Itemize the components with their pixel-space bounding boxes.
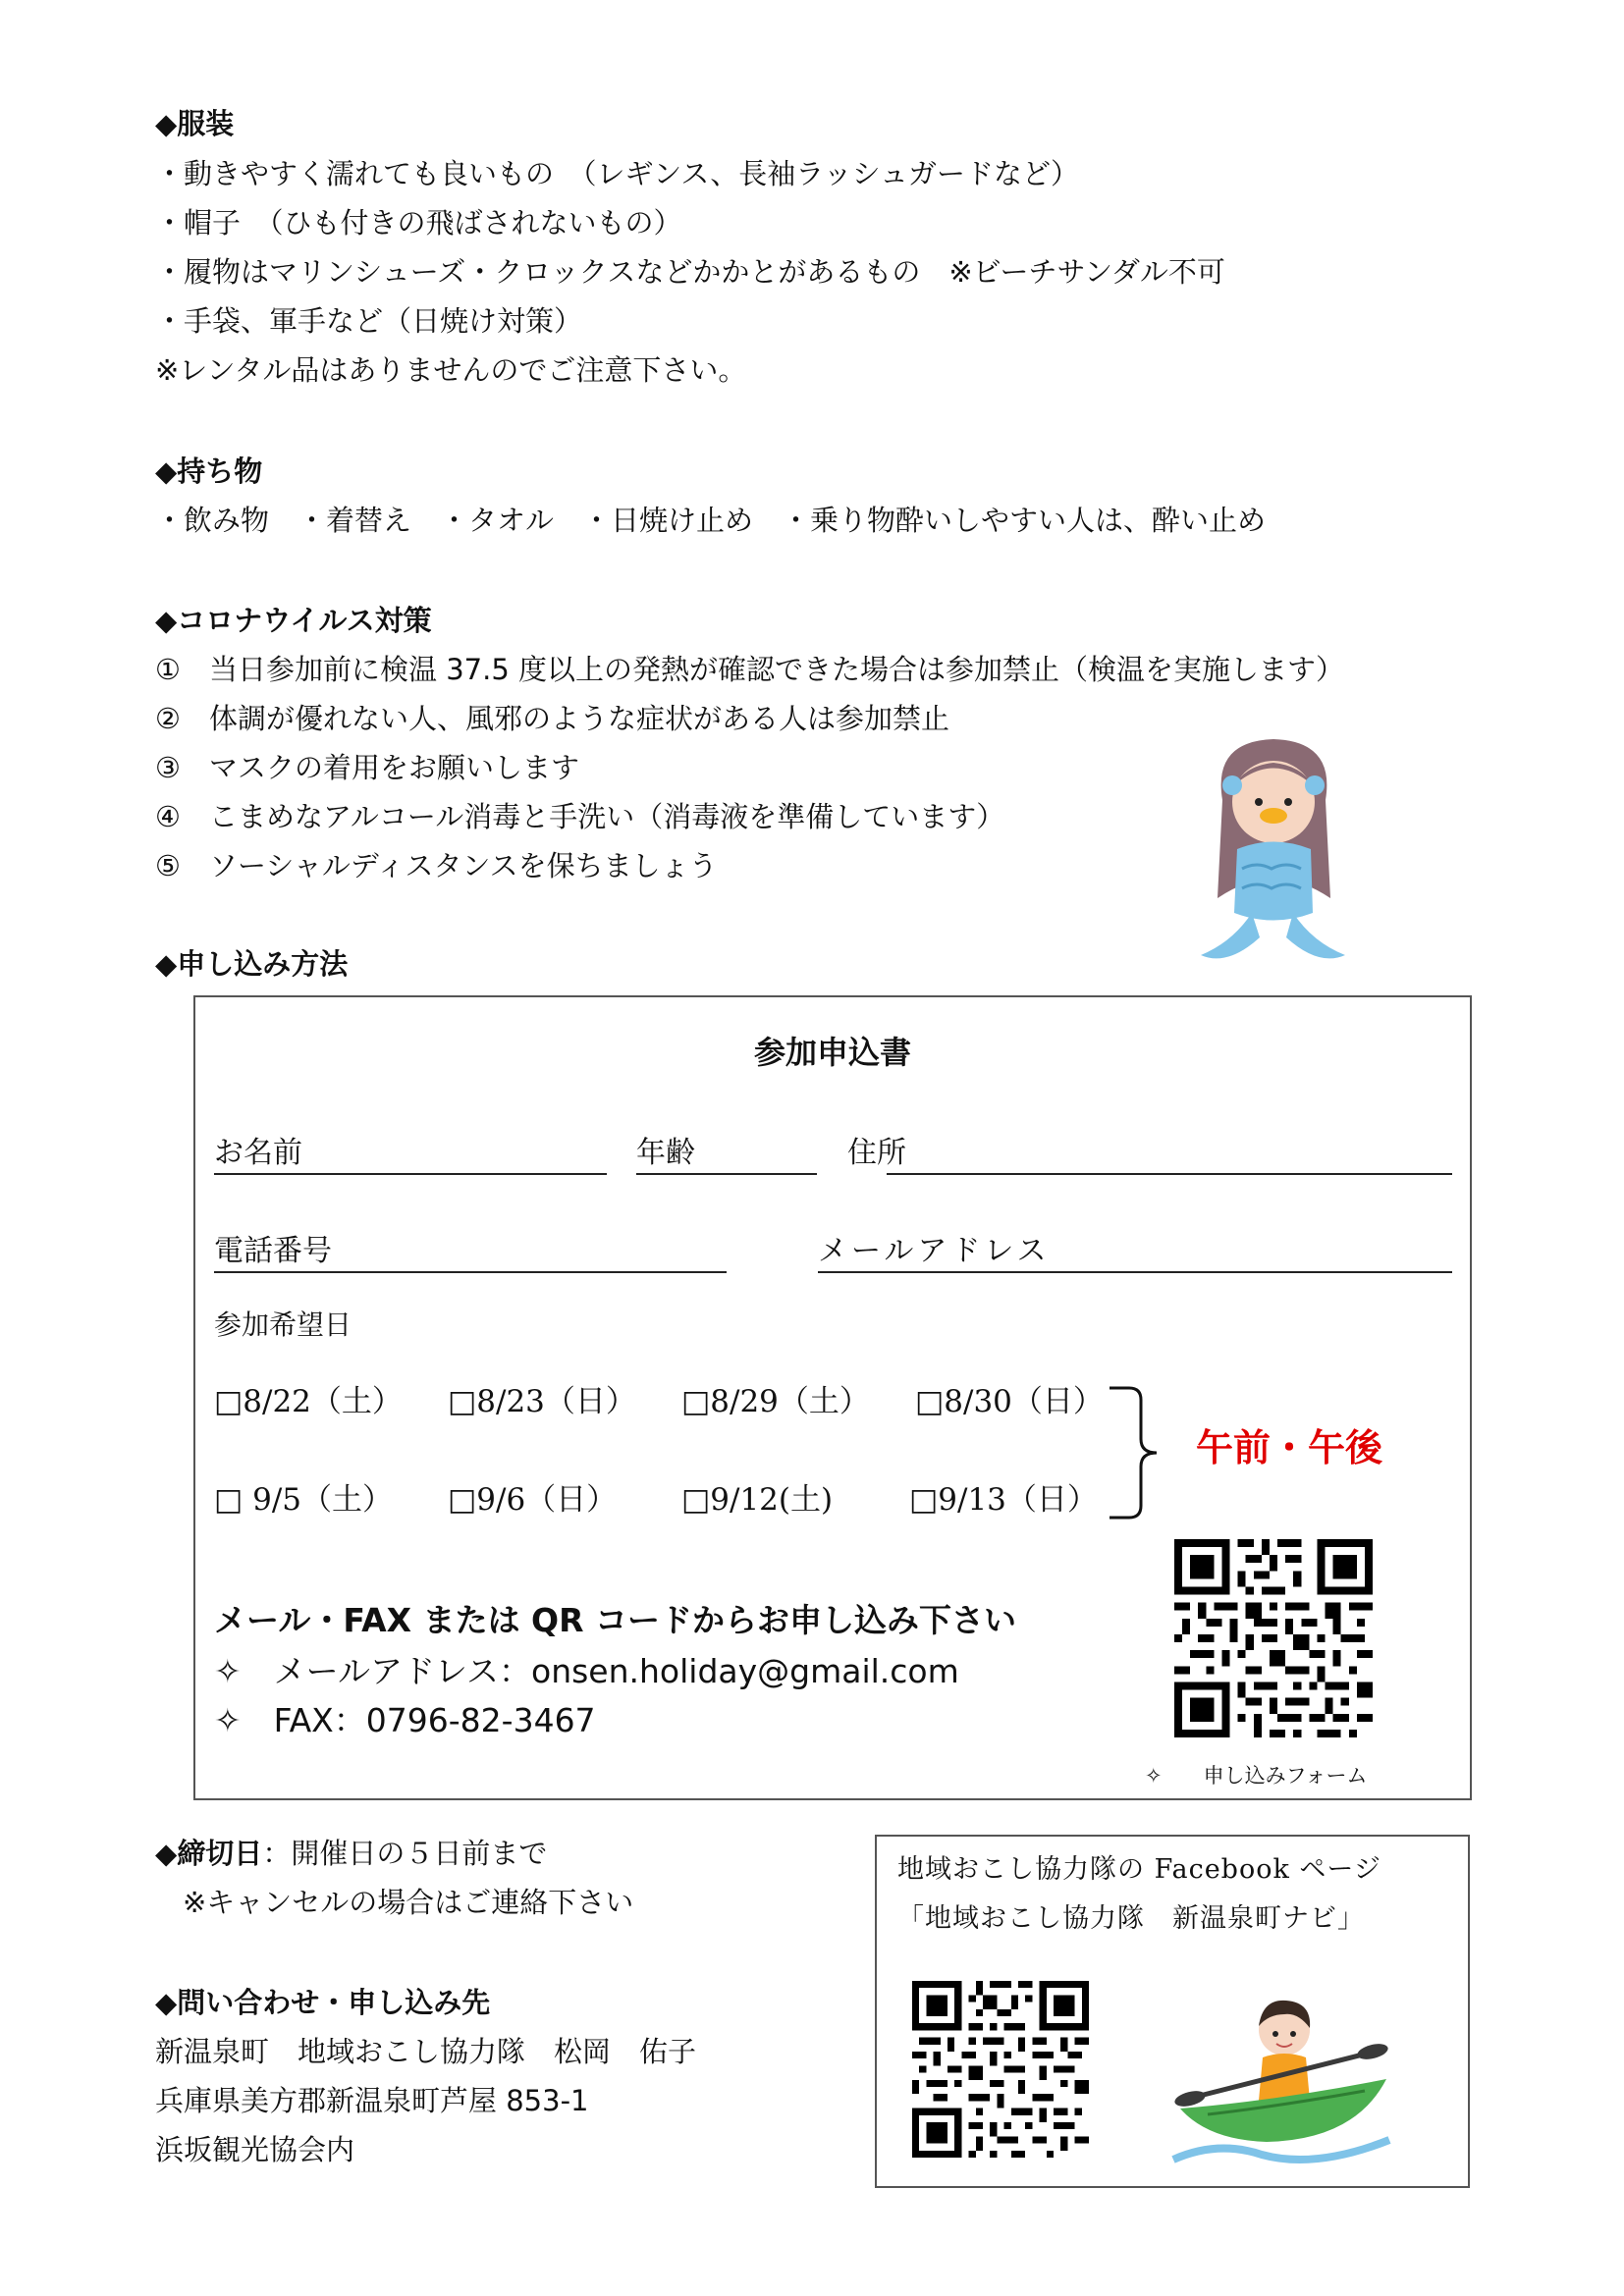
contact-email[interactable]: ✧ メールアドレス：onsen.holiday@gmail.com bbox=[214, 1652, 959, 1690]
corona-heading: ◆コロナウイルス対策 bbox=[155, 604, 432, 637]
brace-icon bbox=[1108, 1384, 1176, 1522]
corona-item: ① 当日参加前に検温 37.5 度以上の発熱が確認できた場合は参加禁止（検温を実施します） bbox=[155, 653, 1345, 686]
application-qr-code[interactable] bbox=[1174, 1539, 1373, 1737]
belongings-heading: ◆持ち物 bbox=[155, 454, 263, 488]
address-field[interactable] bbox=[887, 1173, 1452, 1175]
age-field[interactable]: 年齢 bbox=[636, 1134, 817, 1175]
date-option[interactable]: □9/12(土) bbox=[681, 1482, 834, 1518]
facebook-line1: 地域おこし協力隊の Facebook ページ bbox=[897, 1854, 1381, 1885]
corona-item: ③ マスクの着用をお願いします bbox=[155, 751, 579, 784]
address-label: 住所 bbox=[847, 1136, 906, 1170]
clothing-note: ※レンタル品はありませんのでご注意下さい。 bbox=[155, 353, 747, 387]
kayak-illustration bbox=[1168, 1993, 1394, 2169]
contact-line: 浜坂観光協会内 bbox=[155, 2133, 355, 2166]
belongings-list: ・飲み物 ・着替え ・タオル ・日焼け止め ・乗り物酔いしやすい人は、酔い止め bbox=[155, 504, 1267, 537]
date-option[interactable]: □8/29（土） bbox=[681, 1384, 870, 1419]
clothing-item: ・履物はマリンシューズ・クロックスなどかかとがあるもの ※ビーチサンダル不可 bbox=[155, 255, 1225, 289]
facebook-line2: 「地域おこし協力隊 新温泉町ナビ」 bbox=[897, 1903, 1365, 1934]
deadline-heading: ◆締切日 bbox=[155, 1837, 263, 1870]
clothing-item: ・手袋、軍手など（日焼け対策） bbox=[155, 304, 583, 338]
name-field[interactable]: お名前 bbox=[214, 1134, 607, 1175]
date-label: 参加希望日 bbox=[214, 1308, 352, 1341]
session-label: 午前・午後 bbox=[1196, 1425, 1383, 1469]
date-option[interactable]: □ 9/5（土） bbox=[214, 1482, 394, 1518]
application-instruction: メール・FAX または QR コードからお申し込み下さい bbox=[214, 1601, 1017, 1639]
contact-fax: ✧ FAX：0796-82-3467 bbox=[214, 1701, 596, 1739]
qr-caption: ✧ 申し込みフォーム bbox=[1145, 1764, 1368, 1788]
date-option[interactable]: □9/13（日） bbox=[909, 1482, 1098, 1518]
date-option[interactable]: □9/6（日） bbox=[448, 1482, 618, 1518]
deadline-note: ※キャンセルの場合はご連絡下さい bbox=[183, 1886, 634, 1919]
phone-field[interactable]: 電話番号 bbox=[214, 1232, 727, 1273]
corona-item: ⑤ ソーシャルディスタンスを保ちましょう bbox=[155, 849, 718, 882]
contact-heading: ◆問い合わせ・申し込み先 bbox=[155, 1986, 491, 2019]
clothing-heading: ◆服装 bbox=[155, 107, 235, 140]
application-heading: ◆申し込み方法 bbox=[155, 947, 349, 981]
form-title: 参加申込書 bbox=[753, 1034, 911, 1071]
facebook-qr-code[interactable] bbox=[912, 1981, 1089, 2158]
corona-item: ② 体調が優れない人、風邪のような症状がある人は参加禁止 bbox=[155, 702, 949, 735]
clothing-item: ・動きやすく濡れても良いもの （レギンス、長袖ラッシュガードなど） bbox=[155, 157, 1080, 190]
date-option[interactable]: □8/22（土） bbox=[214, 1384, 403, 1419]
date-option[interactable]: □8/30（日） bbox=[915, 1384, 1104, 1419]
corona-item: ④ こまめなアルコール消毒と手洗い（消毒液を準備しています） bbox=[155, 800, 1005, 833]
contact-line: 新温泉町 地域おこし協力隊 松岡 佑子 bbox=[155, 2035, 697, 2068]
email-field[interactable]: メールアドレス bbox=[818, 1232, 1452, 1273]
deadline-line bbox=[155, 1834, 547, 1873]
clothing-item: ・帽子 （ひも付きの飛ばされないもの） bbox=[155, 206, 682, 240]
deadline-text: ：開催日の５日前まで bbox=[262, 1837, 548, 1870]
date-option[interactable]: □8/23（日） bbox=[448, 1384, 636, 1419]
contact-line: 兵庫県美方郡新温泉町芦屋 853-1 bbox=[155, 2084, 589, 2117]
mermaid-illustration bbox=[1183, 731, 1365, 972]
